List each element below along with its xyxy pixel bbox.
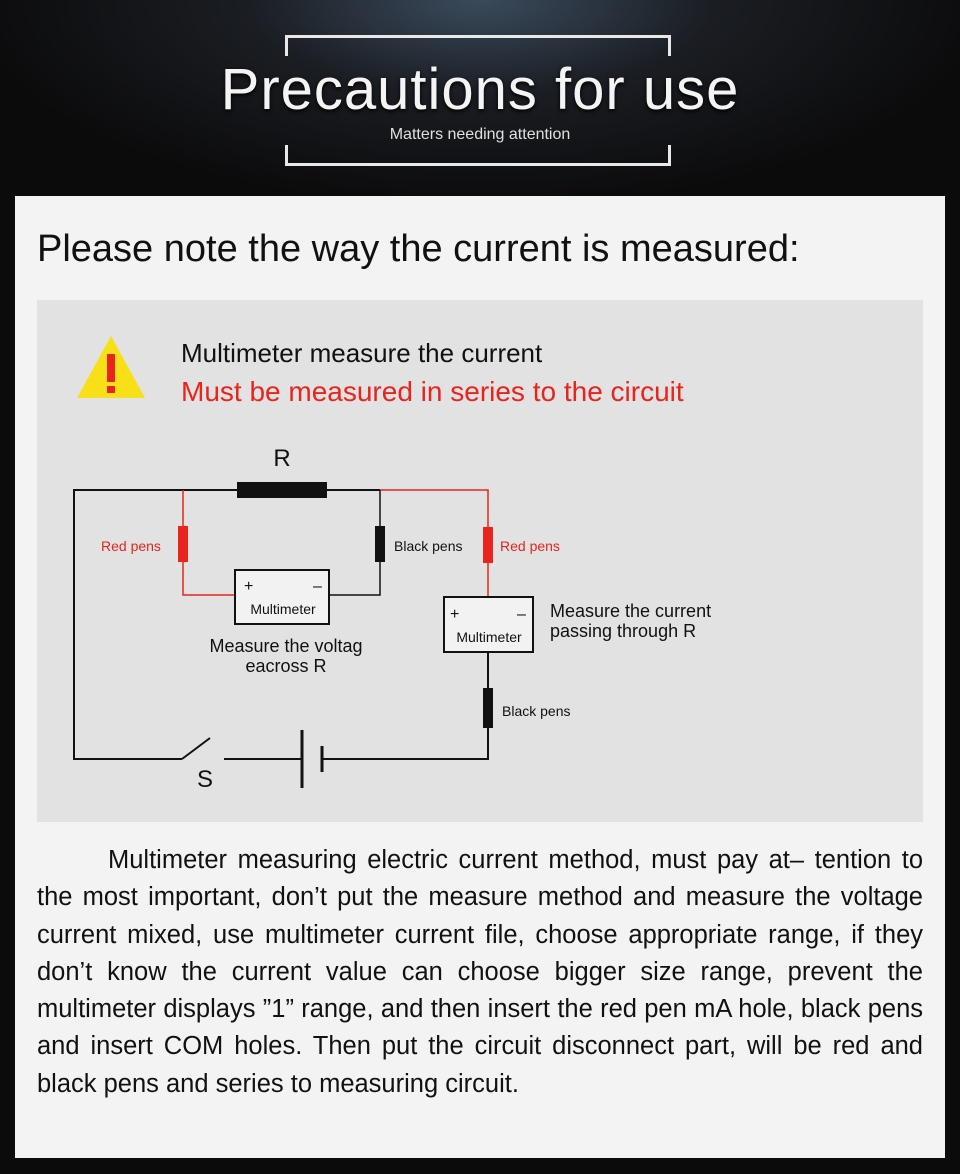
right-black-probe <box>483 688 493 728</box>
section-heading: Please note the way the current is measured: <box>37 228 800 270</box>
page-title: Precautions for use <box>220 57 740 122</box>
title-frame-bottom <box>285 145 671 166</box>
wire-voltmeter-left <box>183 490 235 595</box>
voltage-caption-line-2: eacross R <box>245 656 327 676</box>
right-black-pen-label: Black pens <box>502 703 571 719</box>
title-frame-top <box>285 35 671 56</box>
voltmeter-plus: + <box>244 578 254 595</box>
ammeter-minus: – <box>517 606 526 623</box>
ammeter-plus: + <box>450 606 460 623</box>
notice-line-2: Must be measured in series to the circuit <box>181 376 684 407</box>
diagram-box <box>37 300 923 822</box>
right-red-probe <box>483 527 493 563</box>
wire-red-right <box>380 490 488 529</box>
switch-label: S <box>196 766 214 793</box>
wire-ammeter-down <box>322 652 488 759</box>
circuit-diagram <box>37 300 923 822</box>
notice-line-1: Multimeter measure the current <box>181 338 543 368</box>
page-header <box>0 0 960 195</box>
left-black-probe <box>375 526 385 562</box>
ammeter-label: Multimeter <box>456 629 522 645</box>
left-red-probe <box>178 526 188 562</box>
page-subtitle: Matters needing attention <box>389 126 571 143</box>
left-red-pen-label: Red pens <box>101 538 161 554</box>
content-panel <box>15 196 945 1158</box>
current-caption-line-1: Measure the current <box>550 601 712 621</box>
left-black-pen-label: Black pens <box>394 538 463 554</box>
current-caption-line-2: passing through R <box>550 621 697 641</box>
voltage-caption-line-1: Measure the voltag <box>209 636 363 656</box>
right-red-pen-label: Red pens <box>500 538 560 554</box>
voltmeter-label: Multimeter <box>250 601 316 617</box>
voltmeter-minus: – <box>313 578 322 595</box>
body-paragraph: Multimeter measuring electric current method, must pay at– tention to the most important, don’t put the measure method and measure the voltage current mixed, use multimeter current file, choose appropriate range, if they don’t know the current value can choose bigger size range, prevent the multimeter displays ”1” range, and then insert the red pen mA hole, black pens and insert COM holes. Then put the circuit disconnect part, will be red and black pens and series to measuring circuit. <box>37 846 923 1098</box>
resistor <box>237 482 327 498</box>
switch-lever <box>182 738 210 759</box>
wire-voltmeter-right <box>329 490 380 595</box>
resistor-label: R <box>273 445 291 472</box>
wire-main-loop <box>74 490 237 759</box>
